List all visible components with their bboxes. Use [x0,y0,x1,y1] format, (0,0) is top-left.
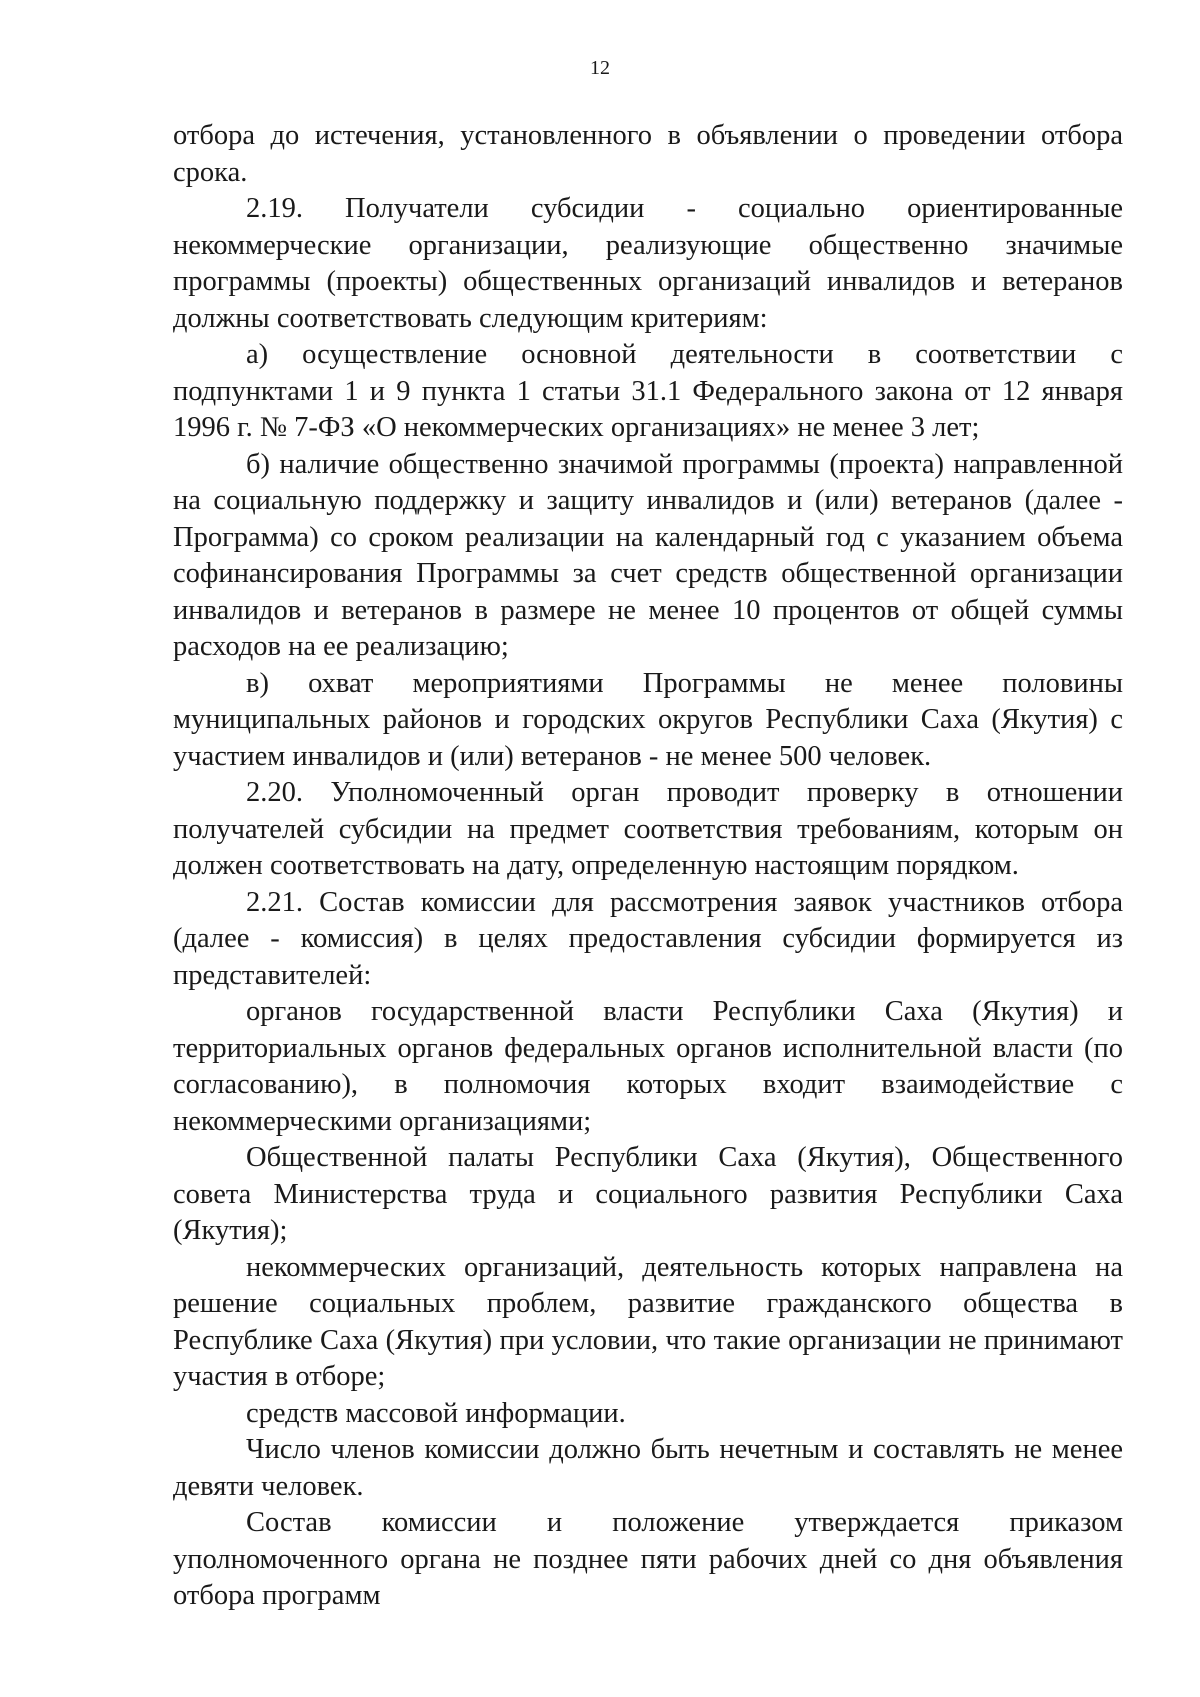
paragraph-public-chamber: Общественной палаты Республики Саха (Якутия), Общественного совета Министерства труда и социального развития Республики Саха (Якутия); [173,1142,1123,1246]
paragraph-criterion-b: б) наличие общественно значимой программы (проекта) направленной на социальную поддержку и защиту инвалидов и (или) ветеранов (далее - Программа) со сроком реализации на календарный год с указанием объема софинансирования Программы за счет средств общественной организации инвалидов и ветеранов в размере не менее 10 процентов от общей суммы расходов на ее реализацию; [173,448,1123,662]
paragraph-member-count: Число членов комиссии должно быть нечетным и составлять не менее девяти человек. [173,1434,1123,1502]
paragraph-2-19: 2.19. Получатели субсидии - социально ориентированные некоммерческие организации, реализующие общественно значимые программы (проекты) общественных организаций инвалидов и ветеранов должны соответствовать следующим критериям: [173,193,1123,334]
paragraph-mass-media: средств массовой информации. [246,1397,626,1429]
paragraph-criterion-v: в) охват мероприятиями Программы не менее половины муниципальных районов и городских округов Республики Саха (Якутия) с участием инвалидов и (или) ветеранов - не менее 500 человек. [173,667,1123,772]
page-number: 12 [590,57,610,79]
paragraph-2-21: 2.21. Состав комиссии для рассмотрения заявок участников отбора (далее - комиссия) в целях предоставления субсидии формируется из представителей: [173,886,1123,991]
paragraph-continuation: отбора до истечения, установленного в объявлении о проведении отбора срока. [173,120,1123,188]
document-body [173,118,1123,1615]
paragraph-2-20: 2.20. Уполномоченный орган проводит проверку в отношении получателей субсидии на предмет соответствия требованиям, которым он должен соответствовать на дату, определенную настоящим порядком. [173,777,1123,881]
paragraph-criterion-a: а) осуществление основной деятельности в соответствии с подпунктами 1 и 9 пункта 1 статьи 31.1 Федерального закона от 12 января 1996 г. № 7-ФЗ «О некоммерческих организациях» не менее 3 лет; [173,339,1123,443]
paragraph-state-authorities: органов государственной власти Республики Саха (Якутия) и территориальных органов федеральных органов исполнительной власти (по согласованию), в полномочия которых входит взаимодействие с некоммерческими организациями; [173,996,1123,1137]
paragraph-commission-approval: Состав комиссии и положение утверждается приказом уполномоченного органа не позднее пяти рабочих дней со дня объявления отбора программ [173,1507,1123,1611]
paragraph-nonprofit-orgs: некоммерческих организаций, деятельность которых направлена на решение социальных проблем, развитие гражданского общества в Республике Саха (Якутия) при условии, что такие организации не принимают участия в отборе; [173,1251,1123,1392]
